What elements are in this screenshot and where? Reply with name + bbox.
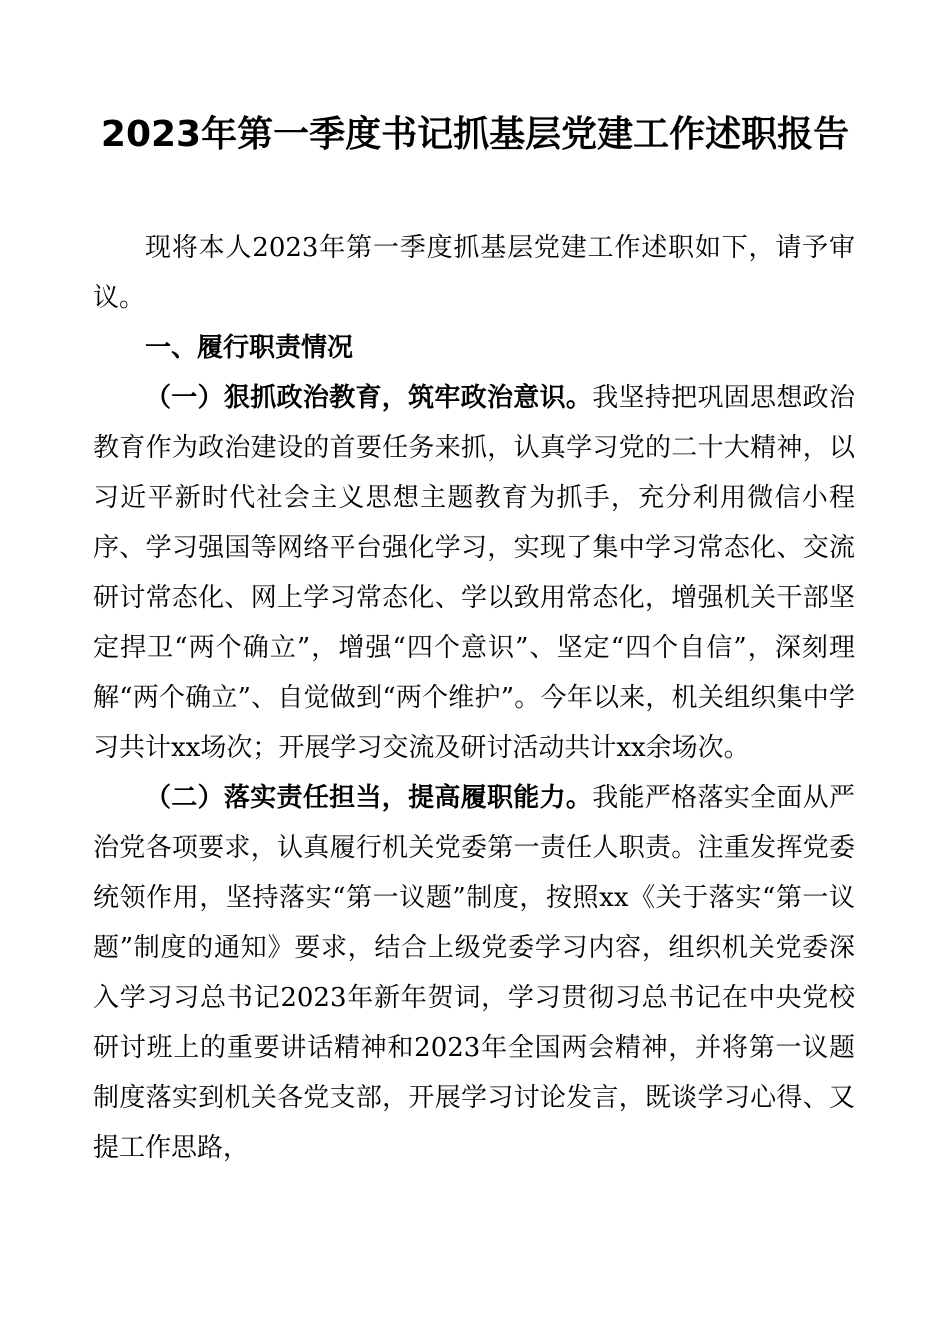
document-title: 2023年第一季度书记抓基层党建工作述职报告: [100, 114, 850, 155]
section-heading: 一、履行职责情况: [145, 333, 354, 363]
document-body: [93, 223, 855, 1173]
item-lead-1: （一）狠抓政治教育，筑牢政治意识。: [145, 383, 593, 413]
item-text-2: 我能严格落实全面从严治党各项要求，认真履行机关党委第一责任人职责。注重发挥党委统领作用，坚持落实“第一议题”制度，按照xx《关于落实“第一议题”制度的通知》要求，结合上级党委学习内容，组织机关党委深入学习习总书记2023年新年贺词，学习贯彻习总书记在中央党校研讨班上的重要讲话精神和2023年全国两会精神，并将第一议题制度落实到机关各党支部，开展学习讨论发言，既谈学习心得、又提工作思路，: [93, 783, 855, 1163]
intro-paragraph: 现将本人2023年第一季度抓基层党建工作述职如下，请予审议。: [93, 233, 855, 313]
item-paragraph-2: [93, 773, 855, 1173]
item-lead-2: （二）落实责任担当，提高履职能力。: [145, 783, 593, 813]
item-paragraph-1: [93, 373, 855, 773]
item-text-1: 我坚持把巩固思想政治教育作为政治建设的首要任务来抓，认真学习党的二十大精神，以习近平新时代社会主义思想主题教育为抓手，充分利用微信小程序、学习强国等网络平台强化学习，实现了集中学习常态化、交流研讨常态化、网上学习常态化、学以致用常态化，增强机关干部坚定捍卫“两个确立”，增强“四个意识”、坚定“四个自信”，深刻理解“两个确立”、自觉做到“两个维护”。今年以来，机关组织集中学习共计xx场次；开展学习交流及研讨活动共计xx余场次。: [93, 383, 855, 763]
